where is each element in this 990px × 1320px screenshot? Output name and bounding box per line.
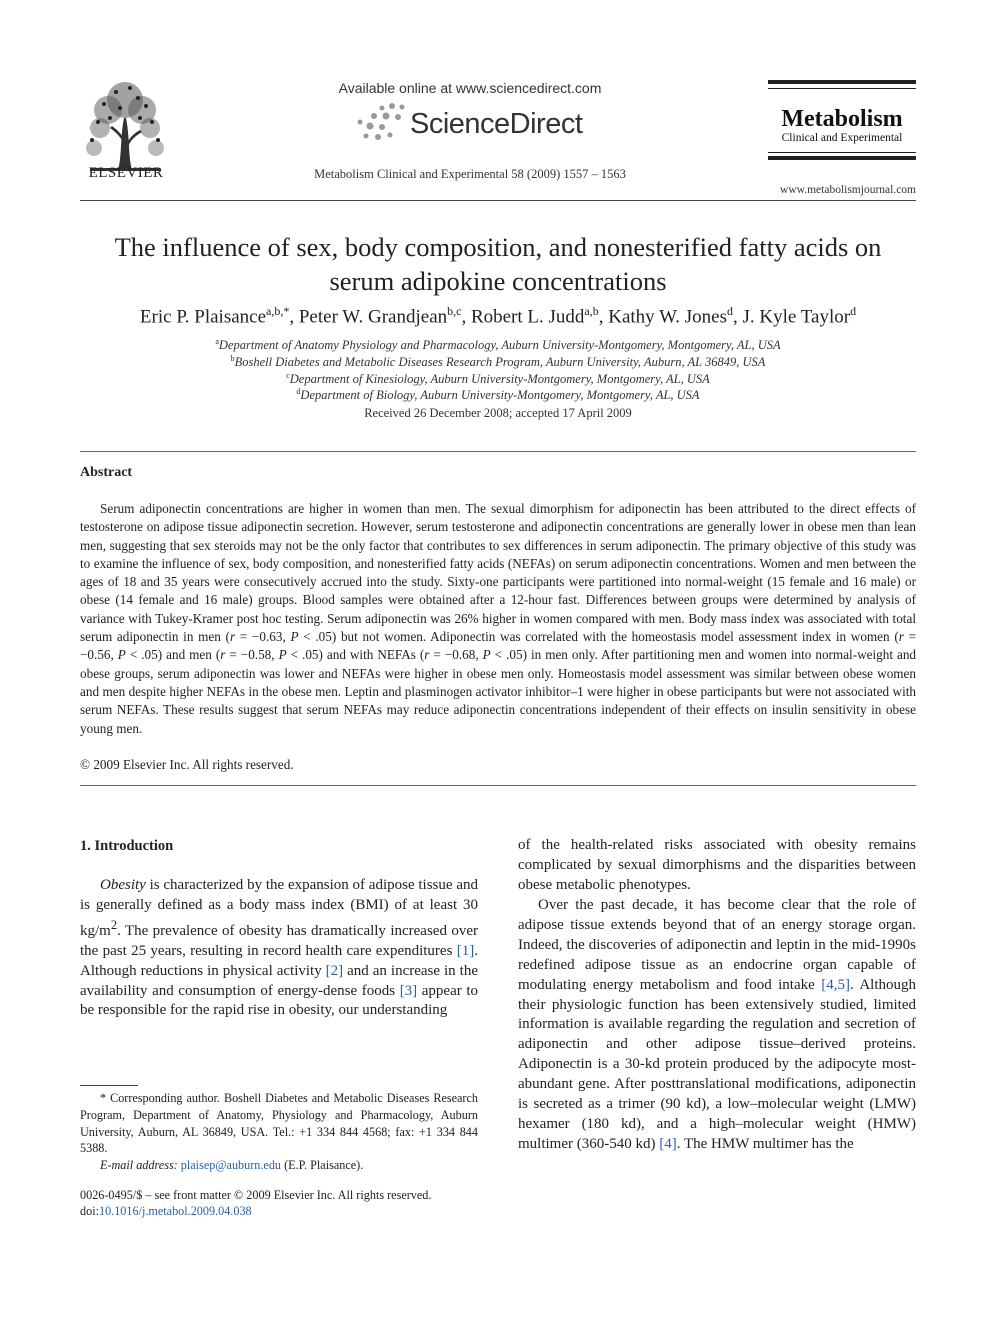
author-affiliation-mark: b,c	[447, 304, 462, 318]
abstract-text	[80, 500, 916, 738]
abstract-segment: < .05) in men only. After partitioning men and women into normal-weight and obese groups, serum adiponectin was lower and NEFAs were higher in obese men only. Homeostasis model assessment was similar between obese women and men despite higher NEFAs in the obese men. Leptin and plasminogen activator inhibitor–1 were higher in obese participants but were not associated with serum NEFAs. These results suggest that serum NEFAs may reduce adiponectin concentrations independent of their effects on insulin sensitivity in obese young men.	[80, 647, 917, 736]
body-text: . The HMW multimer has the	[676, 1135, 854, 1152]
body-column-right	[518, 896, 916, 1155]
abstract-segment: < .05) and with NEFAs (	[286, 647, 425, 663]
affiliation	[80, 387, 916, 403]
author-name[interactable]: Kathy W. Jones	[608, 306, 727, 328]
received-accepted-dates: Received 26 December 2008; accepted 17 April 2009	[364, 406, 632, 420]
author-name[interactable]: J. Kyle Taylor	[742, 306, 851, 328]
citation-link[interactable]: [3]	[399, 982, 418, 999]
section-heading: 1. Introduction	[80, 838, 174, 854]
affiliation-text: Department of Biology, Auburn University-Montgomery, Montgomery, AL, USA	[300, 388, 700, 403]
stat-symbol: r	[229, 629, 236, 645]
abstract-segment: = −0.58,	[225, 647, 279, 663]
article-title-line: The influence of sex, body composition, and nonesterified fatty acids on	[114, 232, 882, 262]
author-affiliation-mark: a,b,*	[266, 304, 290, 318]
footnote-divider	[80, 1085, 138, 1086]
abstract-segment: < .05) and men (	[125, 647, 221, 663]
sciencedirect-wordmark: ScienceDirect	[410, 108, 583, 140]
stat-symbol: r	[424, 647, 430, 663]
affiliation-key: d	[296, 387, 301, 396]
issn-line: 0026-0495/$ – see front matter © 2009 Elsevier Inc. All rights reserved.	[80, 1188, 432, 1202]
journal-title: Metabolism	[781, 106, 903, 132]
stat-symbol: r	[220, 647, 226, 663]
email-suffix: (E.P. Plaisance).	[281, 1158, 364, 1172]
affiliation-text: Boshell Diabetes and Metabolic Diseases Research Program, Auburn University, Auburn, AL 36849, USA	[234, 355, 766, 370]
author-name[interactable]: Peter W. Grandjean	[298, 306, 448, 328]
abstract-segment: = −0.68,	[429, 647, 483, 663]
affiliation-key: b	[230, 354, 235, 363]
publisher-name: ELSEVIER	[88, 165, 164, 181]
citation-link[interactable]: [1]	[456, 942, 475, 959]
affiliation-text: Department of Anatomy Physiology and Pharmacology, Auburn University-Montgomery, Montgomery, AL, USA	[218, 338, 781, 353]
corresponding-author-footnote: * Corresponding author. Boshell Diabetes and Metabolic Diseases Research Program, Department of Anatomy, Physiology and Pharmacology, Auburn University, Auburn, AL 36849, USA. Tel.: +1 334 844 4568; fax: +1 334 844 5388.	[80, 1091, 478, 1156]
author-affiliation-mark: a,b	[584, 304, 599, 318]
journal-subtitle: Clinical and Experimental	[781, 132, 903, 144]
affiliation-key: c	[286, 371, 290, 380]
body-text: Over the past decade, it has become clear that the role of adipose tissue extends beyond that of an energy storage organ. Indeed, the discoveries of adiponectin and leptin in the mid-1990s redefined adipose tissue as an endocrine organ capable of modulating energy metabolism and food intake	[518, 897, 916, 993]
citation-link[interactable]: [2]	[325, 962, 344, 979]
doi-line	[80, 1204, 252, 1219]
journal-rule	[768, 152, 916, 153]
body-text: appear to be responsible for the rapid rise in obesity, our understanding	[80, 982, 478, 1019]
affiliation	[80, 337, 916, 353]
journal-url[interactable]: www.metabolismjournal.com	[780, 184, 916, 196]
citation-link[interactable]: [4,5]	[821, 976, 850, 993]
superscript: 2	[110, 917, 118, 932]
body-text: . Although their physiologic function has been extensively studied, limited information is available regarding the regulation and secretion of adiponectin and other adipose tissue–derived proteins. Adiponectin is a 30-kd protein produced by the adipocyte most-abundant gene. After posttranslational modifications, adiponectin is secreted as a trimer (90 kd), a low–molecular weight (LMW) hexamer (180 kd), and a high–molecular weight (HMW) multimer (360-540 kd)	[518, 976, 916, 1152]
abstract-divider-bottom	[80, 785, 916, 786]
journal-rule	[768, 80, 916, 84]
stat-symbol: P	[117, 647, 126, 663]
body-column-right: of the health-related risks associated with obesity remains complicated by sexual dimorphisms and the disparities between obese metabolic phenotypes.	[518, 837, 916, 893]
stat-symbol: P	[482, 647, 491, 663]
email-label: E-mail address:	[100, 1158, 178, 1172]
abstract-segment: = −0.56,	[80, 629, 917, 663]
citation-link[interactable]: [4]	[659, 1135, 677, 1152]
body-text: is characterized by the expansion of adipose tissue and is generally defined as a body mass index (BMI) of at least 30 kg/m	[80, 877, 478, 939]
author-affiliation-mark: d	[850, 304, 857, 318]
abstract-segment: < .05) but not women. Adiponectin was correlated with the homeostasis model assessment index in women (	[298, 629, 899, 645]
author-separator: ,	[733, 306, 743, 328]
affiliation	[80, 371, 916, 387]
journal-rule	[768, 88, 916, 89]
body-text: . The prevalence of obesity has dramatically increased over the past 25 years, resulting in record health care expenditures	[80, 922, 478, 959]
author-separator: ,	[461, 306, 471, 328]
email-line	[100, 1158, 363, 1173]
author-separator: ,	[598, 306, 609, 328]
abstract-segment: = −0.63,	[235, 629, 291, 645]
author-name[interactable]: Robert L. Judd	[470, 306, 585, 328]
article-title-line: serum adipokine concentrations	[329, 266, 667, 296]
header-divider	[80, 200, 916, 201]
affiliation-key: a	[215, 337, 219, 346]
author-list	[60, 304, 936, 328]
stat-symbol: r	[898, 629, 904, 645]
stat-symbol: P	[278, 647, 287, 663]
author-affiliation-mark: d	[727, 304, 733, 318]
copyright-notice: © 2009 Elsevier Inc. All rights reserved.	[80, 757, 294, 772]
journal-rule	[768, 156, 916, 160]
abstract-heading: Abstract	[80, 465, 133, 480]
journal-citation: Metabolism Clinical and Experimental 58 (2009) 1557 – 1563	[314, 167, 626, 181]
doi-link[interactable]: 10.1016/j.metabol.2009.04.038	[98, 1204, 252, 1218]
body-text: . Although reductions in physical activity	[80, 942, 478, 979]
abstract-divider-top	[80, 451, 916, 452]
body-text: and an increase in the availability and consumption of energy-dense foods	[80, 962, 478, 999]
author-separator: ,	[289, 306, 299, 328]
stat-symbol: P	[290, 629, 299, 645]
affiliation-text: Department of Kinesiology, Auburn University-Montgomery, Montgomery, AL, USA	[289, 372, 710, 387]
body-column-left	[80, 876, 478, 1021]
email-link[interactable]: plaisep@auburn.edu	[180, 1158, 282, 1172]
available-online-text: Available online at www.sciencedirect.com	[338, 80, 602, 96]
article-title	[80, 230, 916, 298]
affiliation	[80, 354, 916, 370]
abstract-segment: Serum adiponectin concentrations are higher in women than men. The sexual dimorphism for adiponectin has been attributed to the direct effects of testosterone on adipose tissue adiponectin secretion. However, serum testosterone and adiponectin concentrations are generally lower in obese men than lean men, suggesting that sex steroids may not be the only factor that contributes to sex differences in serum adiponectin. The primary objective of this study was to examine the influence of sex, body composition, and nonesterified fatty acids (NEFAs) on serum adiponectin concentrations. Women and men between the ages of 18 and 35 years were consecutively accrued into the study. Sixty-one participants were partitioned into normal-weight (15 female and 16 male) or obese (14 female and 16 male) groups. Blood samples were obtained after a 12-hour fast. Differences between groups were determined by analysis of variance with Tukey-Kramer post hoc testing. Serum adiponectin was 26% higher in women compared with men. Body mass index was associated with total serum adiponectin in men (	[80, 501, 916, 645]
italic-term: Obesity	[100, 877, 146, 893]
author-name[interactable]: Eric P. Plaisance	[139, 306, 267, 328]
doi-label: doi:	[80, 1204, 99, 1218]
